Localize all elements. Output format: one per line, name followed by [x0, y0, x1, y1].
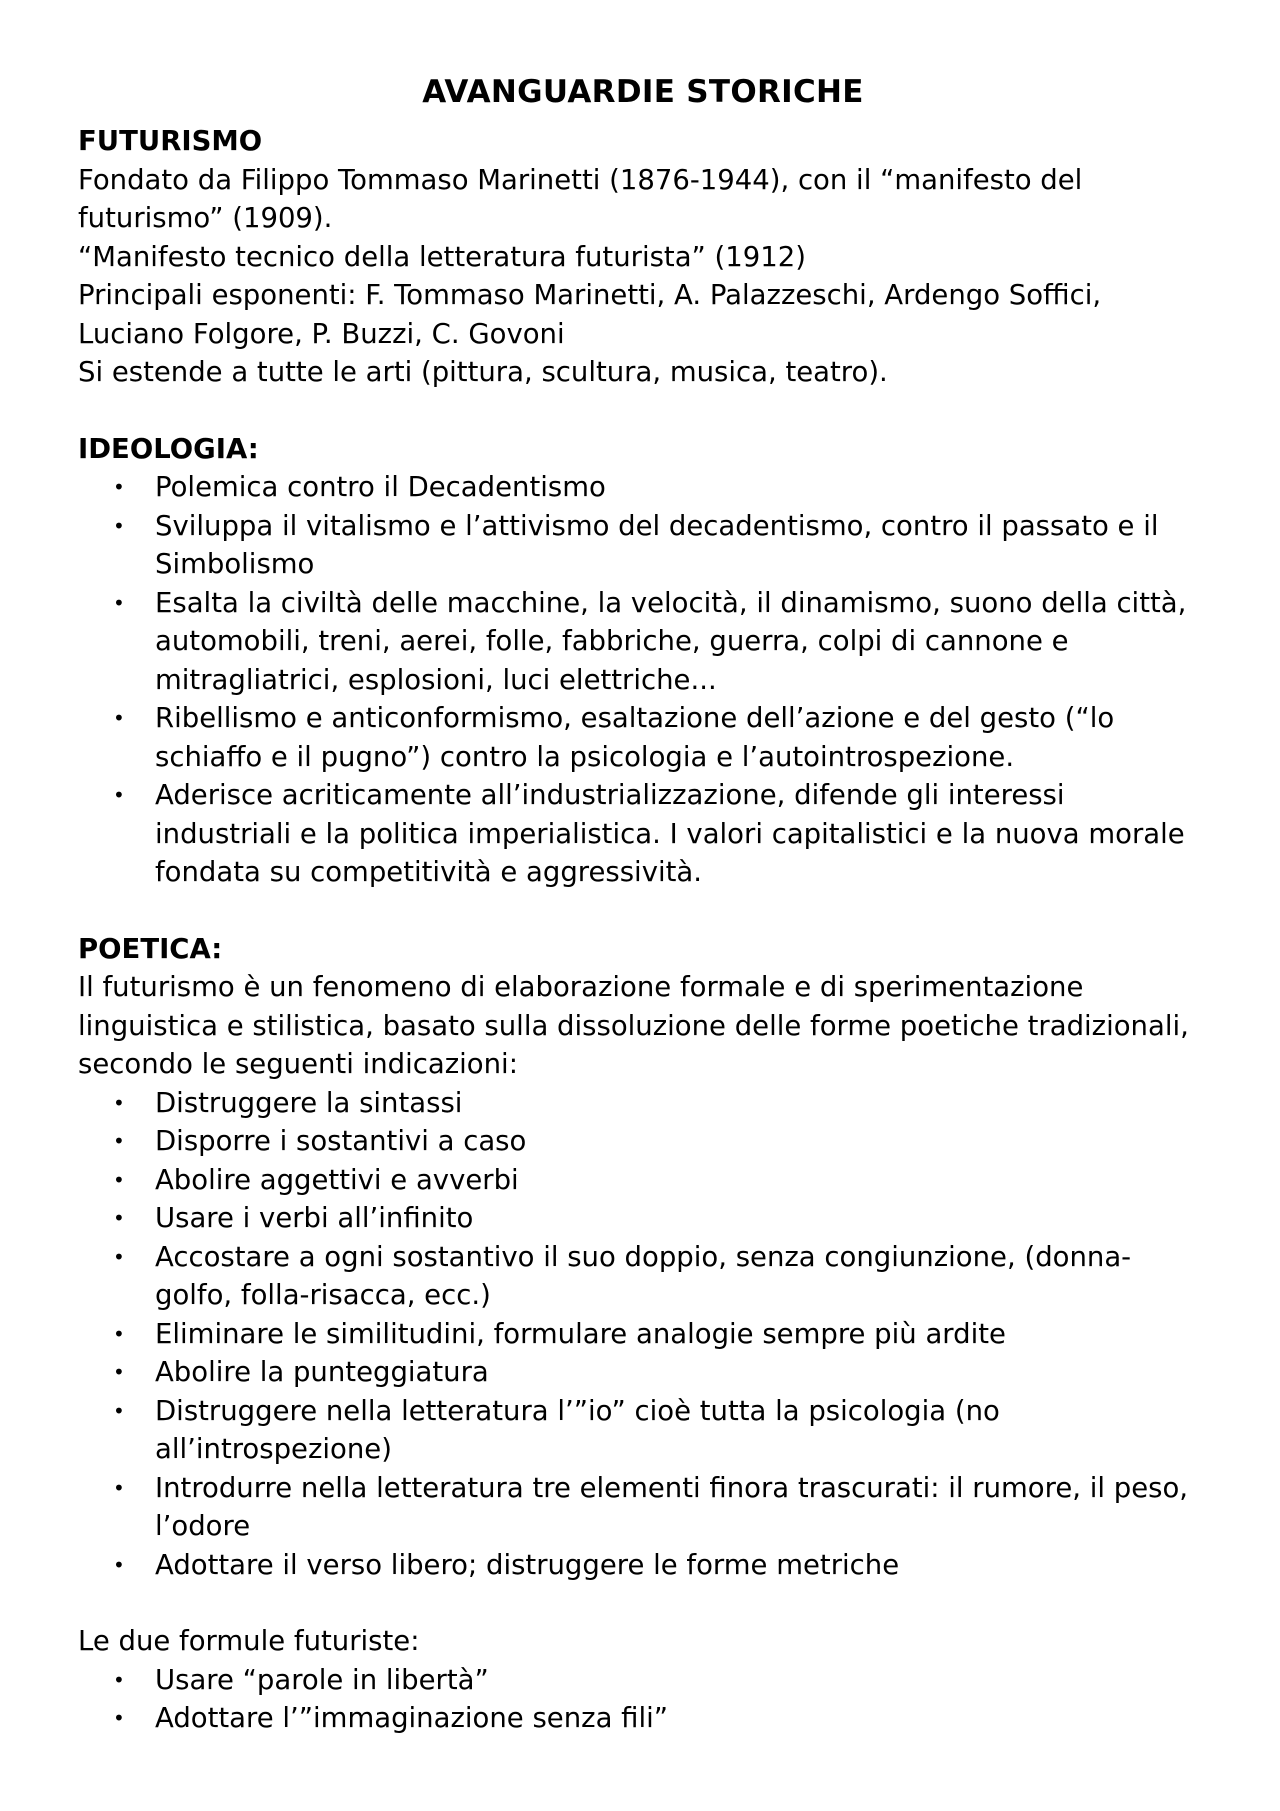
section-heading-futurismo: FUTURISMO: [78, 125, 263, 157]
list-item: [78, 1661, 1208, 1700]
list-item-text: Sviluppa il vitalismo e l’attivismo del decadentismo, contro il passato e il Simbolismo: [155, 509, 1159, 580]
list-item-text: Adottare l’”immaginazione senza fili”: [155, 1702, 669, 1734]
list-item-text: Accostare a ogni sostantivo il suo doppio, senza congiunzione, (donna-golfo, folla-risacca, ecc.): [155, 1240, 1132, 1311]
list-item-text: Abolire la punteggiatura: [155, 1356, 489, 1388]
page-title: AVANGUARDIE STORICHE: [422, 74, 864, 110]
document-page: [78, 72, 1208, 1738]
list-item: [78, 1161, 1208, 1200]
list-item: [78, 584, 1208, 700]
list-item: [78, 1084, 1208, 1123]
bullet-icon: •: [113, 1398, 125, 1423]
list-item-text: Usare “parole in libertà”: [155, 1663, 489, 1696]
bullet-icon: •: [113, 1321, 125, 1346]
bullet-icon: •: [113, 1706, 125, 1730]
list-item: [78, 1699, 1208, 1738]
bullet-icon: •: [113, 475, 125, 499]
list-item: [78, 1199, 1208, 1238]
spacer: [78, 1584, 1208, 1622]
bullet-icon: •: [113, 1475, 125, 1500]
list-item-text: Disporre i sostantivi a caso: [155, 1125, 527, 1157]
bullet-icon: •: [113, 1206, 125, 1230]
list-item-text: Distruggere la sintassi: [155, 1086, 463, 1119]
paragraph-line: Fondato da Filippo Tommaso Marinetti (1876-1944), con il “manifesto del futurismo” (1909).: [78, 163, 1083, 234]
list-item-text: Eliminare le similitudini, formulare analogie sempre più ardite: [155, 1317, 1006, 1350]
list-item-text: Distruggere nella letteratura l’”io” cioè tutta la psicologia (no all’introspezione): [155, 1394, 1000, 1465]
bullet-icon: •: [113, 1244, 125, 1269]
ideologia-list: [78, 468, 1208, 892]
list-item-text: Introdurre nella letteratura tre elementi finora trascurati: il rumore, il peso, l’odore: [155, 1471, 1189, 1542]
section-poetica: [78, 930, 1208, 1585]
list-item: [78, 1353, 1208, 1392]
list-item-text: Usare i verbi all’infinito: [155, 1202, 474, 1234]
list-item-text: Abolire aggettivi e avverbi: [155, 1163, 519, 1196]
list-item-text: Polemica contro il Decadentismo: [155, 471, 606, 503]
list-item-text: Aderisce acriticamente all’industrializzazione, difende gli interessi industriali e la politica imperialistica. I valori capitalistici e la nuova morale fondata su competitività e aggressività.: [155, 779, 1185, 888]
list-item: [78, 1469, 1208, 1546]
bullet-icon: •: [113, 1129, 125, 1153]
list-item: [78, 1315, 1208, 1354]
bullet-icon: •: [113, 513, 125, 538]
bullet-icon: •: [113, 1360, 125, 1384]
bullet-icon: •: [113, 783, 125, 807]
list-item-text: Esalta la civiltà delle macchine, la velocità, il dinamismo, suono della città, automobili, treni, aerei, folle, fabbriche, guerra, colpi di cannone e mitragliatrici, esplosioni, luci elettriche...: [155, 586, 1187, 696]
section-formule: [78, 1622, 1208, 1738]
list-item-text: Ribellismo e anticonformismo, esaltazione dell’azione e del gesto (“lo schiaffo e il pugno”) contro la psicologia e l’autointrospezione.: [155, 702, 1115, 773]
list-item-text: Adottare il verso libero; distruggere le forme metriche: [155, 1548, 900, 1581]
poetica-list: [78, 1084, 1208, 1585]
formule-list: [78, 1661, 1208, 1738]
section-heading-poetica: POETICA:: [78, 932, 223, 965]
bullet-icon: •: [113, 706, 125, 730]
bullet-icon: •: [113, 1552, 125, 1577]
bullet-icon: •: [113, 1667, 125, 1692]
list-item: [78, 699, 1208, 776]
section-heading-ideologia: IDEOLOGIA:: [78, 432, 259, 465]
list-item: [78, 1122, 1208, 1161]
paragraph-line: Si estende a tutte le arti (pittura, scultura, musica, teatro).: [78, 356, 888, 388]
section-futurismo: [78, 122, 1208, 392]
bullet-icon: •: [113, 1167, 125, 1192]
formule-intro: Le due formule futuriste:: [78, 1625, 420, 1657]
bullet-icon: •: [113, 1090, 125, 1115]
list-item: [78, 1238, 1208, 1315]
paragraph-line: “Manifesto tecnico della letteratura futurista” (1912): [78, 240, 806, 273]
spacer: [78, 892, 1208, 930]
spacer: [78, 392, 1208, 430]
list-item: [78, 1392, 1208, 1469]
list-item: [78, 468, 1208, 507]
poetica-intro: Il futurismo è un fenomeno di elaborazione formale e di sperimentazione linguistica e stilistica, basato sulla dissoluzione delle forme poetiche tradizionali, secondo le seguenti indicazioni:: [78, 971, 1189, 1080]
list-item: [78, 507, 1208, 584]
section-ideologia: [78, 430, 1208, 892]
list-item: [78, 776, 1208, 892]
paragraph-line: Principali esponenti: F. Tommaso Marinetti, A. Palazzeschi, Ardengo Soffici, Luciano Folgore, P. Buzzi, C. Govoni: [78, 279, 1102, 350]
list-item: [78, 1546, 1208, 1585]
bullet-icon: •: [113, 590, 125, 615]
